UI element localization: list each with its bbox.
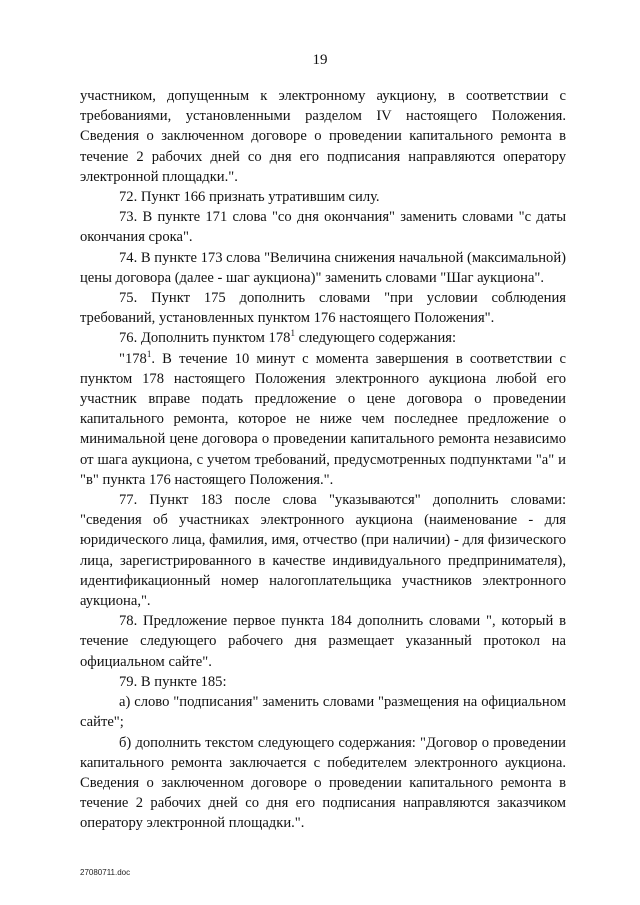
page-number: 19 <box>312 52 328 68</box>
paragraph-78: 78. Предложение первое пункта 184 дополнить словами ", который в течение следующего рабочего дня размещает указанный протокол на официальном сайте". <box>80 613 566 670</box>
paragraph-75: 75. Пункт 175 дополнить словами "при условии соблюдения требований, установленных пунктом 176 настоящего Положения". <box>80 290 566 327</box>
paragraph-74: 74. В пункте 173 слова "Величина снижения начальной (максимальной) цены договора (далее - шаг аукциона)" заменить словами "Шаг аукциона". <box>80 249 566 286</box>
paragraph-72: 72. Пункт 166 признать утратившим силу. <box>119 189 380 206</box>
paragraph-79: 79. В пункте 185: <box>119 673 227 690</box>
paragraph-76-quote <box>80 349 566 490</box>
paragraph-79-b: б) дополнить текстом следующего содержания: "Договор о проведении капитального ремонта заключается с победителем электронного аукциона. Сведения о заключенном договоре о проведении капитального ремонта в течение 2 рабочих дней со дня его подписания направляются заказчиком оператору электронной площадки.". <box>80 734 566 832</box>
quote-body: . В течение 10 минут с момента завершения в соответствии с пунктом 178 настоящего Положения электронного аукциона любой его участник вправе подать предложение о цене договора о проведении капитального ремонта, которое не ниже чем последнее предложение о минимальной цене договора о проведении капитального ремонта независимо от шага аукциона, с учетом требований, предусмотренных подпунктами "а" и "в" пункта 176 настоящего Положения.". <box>80 350 566 488</box>
quote-start: "178 <box>119 350 147 367</box>
paragraph-73: 73. В пункте 171 слова "со дня окончания" заменить словами "с даты окончания срока". <box>80 209 566 246</box>
superscript: 1 <box>290 328 295 339</box>
paragraph-76-text: 76. Дополнить пунктом 178 <box>119 330 291 347</box>
footer-filename: 27080711.doc <box>80 868 131 877</box>
paragraph-76-text-end: следующего содержания: <box>294 330 457 347</box>
paragraph-77: 77. Пункт 183 после слова "указываются" дополнить словами: "сведения об участниках электронного аукциона (наименование - для юридического лица, фамилия, имя, отчество (при наличии) - для физического лица, зарегистрированного в качестве индивидуального предпринимателя), идентификационный номер налогоплательщика участников электронного аукциона,". <box>80 492 566 610</box>
superscript: 1 <box>146 348 152 359</box>
paragraph-79-a: а) слово "подписания" заменить словами "размещения на официальном сайте"; <box>80 694 566 731</box>
paragraph-continuation: участником, допущенным к электронному аукциону, в соответствии с требованиями, установленными разделом IV настоящего Положения. Сведения о заключенном договоре о проведении капитального ремонта в течение 2 рабочих дней со дня его подписания направляются оператору электронной площадки.". <box>80 88 566 185</box>
document-body <box>80 86 566 834</box>
paragraph-76 <box>80 328 566 348</box>
